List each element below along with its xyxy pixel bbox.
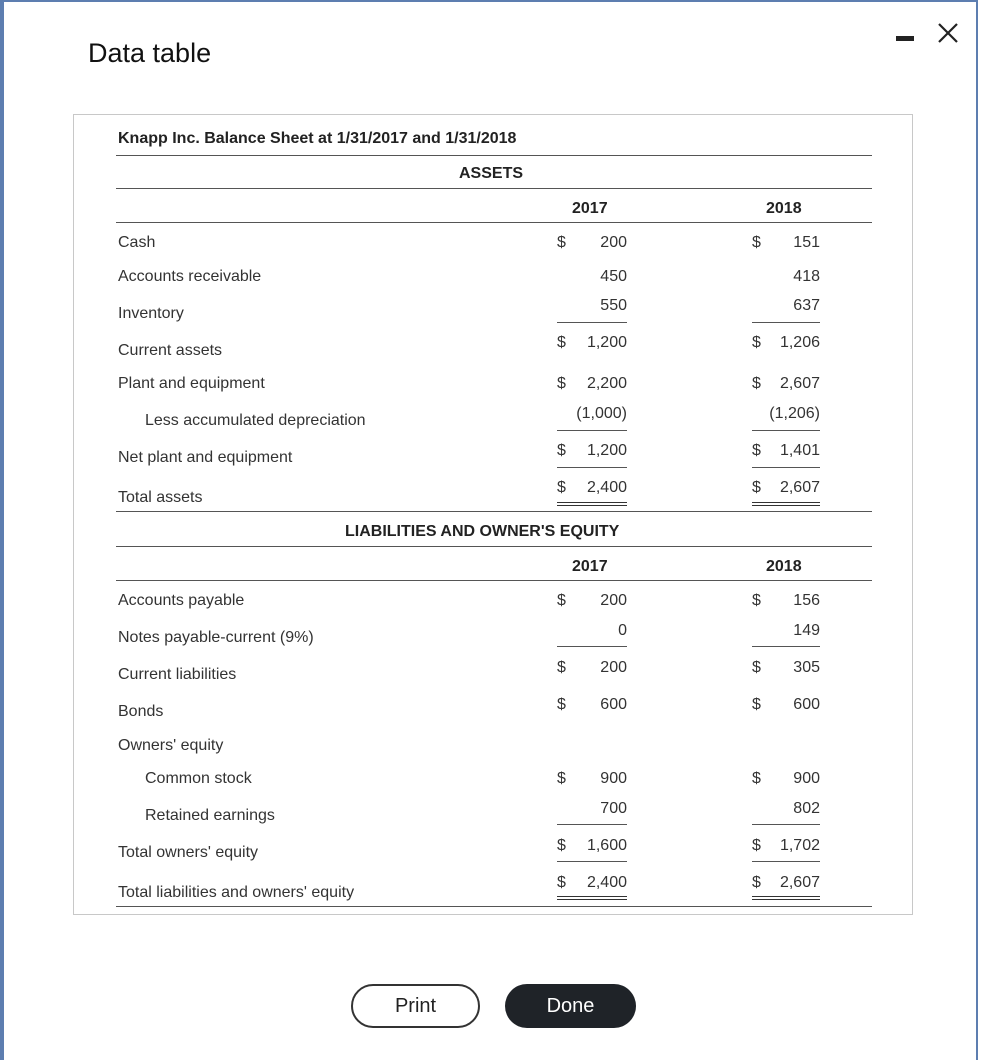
inventory-2018: 637 (793, 297, 820, 314)
dollar-sign: $ (557, 592, 566, 609)
ap-2018: 156 (793, 592, 820, 609)
row-label: Retained earnings (145, 807, 275, 824)
row-label: Accounts payable (118, 592, 245, 609)
total-liab-oe-2017: 2,400 (586, 874, 627, 891)
net-plant-2017: 1,200 (586, 442, 627, 459)
cash-2018: 151 (793, 234, 820, 251)
row-label: Cash (118, 234, 156, 251)
balance-sheet-panel (73, 114, 913, 915)
row-label: Total owners' equity (118, 844, 259, 861)
row-label: Inventory (118, 305, 184, 322)
plant-2017: 2,200 (586, 375, 627, 392)
cash-2017: 200 (600, 234, 627, 251)
ar-2018: 418 (793, 268, 820, 285)
assets-year-2017: 2017 (572, 200, 608, 217)
row-label: Accounts receivable (118, 268, 262, 285)
dollar-sign: $ (557, 375, 566, 392)
common-2018: 900 (793, 770, 820, 787)
dollar-sign: $ (557, 874, 566, 891)
depreciation-2017: (1,000) (576, 405, 627, 422)
row-label: Total assets (118, 489, 203, 506)
row-label: Common stock (145, 770, 252, 787)
close-icon[interactable] (937, 22, 959, 44)
notes-2017: 0 (618, 622, 627, 639)
row-label: Bonds (118, 703, 164, 720)
row-label: Total liabilities and owners' equity (118, 884, 355, 901)
dollar-sign: $ (752, 234, 761, 251)
dollar-sign: $ (557, 837, 566, 854)
current-assets-2018: 1,206 (779, 334, 820, 351)
dollar-sign: $ (752, 334, 761, 351)
row-label: Notes payable-current (9%) (118, 629, 314, 646)
bonds-2017: 600 (600, 696, 627, 713)
dollar-sign: $ (557, 334, 566, 351)
liab-year-2018: 2018 (766, 558, 802, 575)
row-label: Less accumulated depreciation (145, 412, 366, 429)
plant-2018: 2,607 (779, 375, 820, 392)
total-assets-2017: 2,400 (586, 479, 627, 496)
common-2017: 900 (600, 770, 627, 787)
retained-2018: 802 (793, 800, 820, 817)
dollar-sign: $ (557, 442, 566, 459)
dollar-sign: $ (557, 659, 566, 676)
assets-header: ASSETS (459, 165, 524, 182)
dollar-sign: $ (557, 234, 566, 251)
print-button[interactable]: Print (351, 984, 480, 1028)
row-label: Current liabilities (118, 666, 237, 683)
dollar-sign: $ (752, 442, 761, 459)
done-button[interactable]: Done (505, 984, 636, 1028)
dollar-sign: $ (557, 770, 566, 787)
assets-year-2018: 2018 (766, 200, 802, 217)
dialog-title: Data table (88, 38, 212, 68)
dollar-sign: $ (752, 659, 761, 676)
notes-2018: 149 (793, 622, 820, 639)
dollar-sign: $ (752, 592, 761, 609)
ap-2017: 200 (600, 592, 627, 609)
dollar-sign: $ (752, 479, 761, 496)
dollar-sign: $ (752, 375, 761, 392)
total-oe-2017: 1,600 (586, 837, 627, 854)
sheet-title: Knapp Inc. Balance Sheet at 1/31/2017 and 1/31/2018 (118, 130, 517, 147)
row-label: Owners' equity (118, 737, 224, 754)
row-label: Current assets (118, 342, 223, 359)
total-liab-oe-2018: 2,607 (779, 874, 820, 891)
net-plant-2018: 1,401 (779, 442, 820, 459)
ar-2017: 450 (600, 268, 627, 285)
total-oe-2018: 1,702 (779, 837, 820, 854)
dollar-sign: $ (557, 696, 566, 713)
dollar-sign: $ (752, 770, 761, 787)
dollar-sign: $ (752, 696, 761, 713)
retained-2017: 700 (600, 800, 627, 817)
liabilities-header: LIABILITIES AND OWNER'S EQUITY (345, 523, 620, 540)
current-liab-2017: 200 (600, 659, 627, 676)
depreciation-2018: (1,206) (769, 405, 820, 422)
minimize-icon[interactable] (896, 36, 914, 41)
bonds-2018: 600 (793, 696, 820, 713)
current-assets-2017: 1,200 (586, 334, 627, 351)
row-label: Net plant and equipment (118, 449, 293, 466)
dollar-sign: $ (752, 874, 761, 891)
inventory-2017: 550 (600, 297, 627, 314)
liab-year-2017: 2017 (572, 558, 608, 575)
current-liab-2018: 305 (793, 659, 820, 676)
total-assets-2018: 2,607 (779, 479, 820, 496)
dollar-sign: $ (557, 479, 566, 496)
dollar-sign: $ (752, 837, 761, 854)
row-label: Plant and equipment (118, 375, 265, 392)
